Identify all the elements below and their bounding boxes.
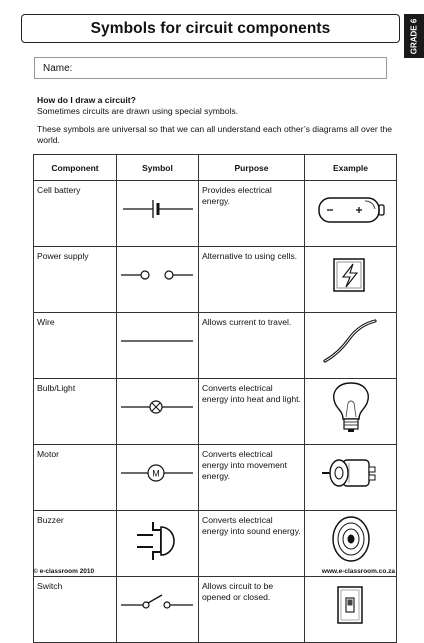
component-name: Motor	[34, 445, 117, 511]
table-row	[34, 247, 397, 313]
component-name: Power supply	[34, 247, 117, 313]
motor-example-cell	[305, 445, 397, 511]
name-field[interactable]	[34, 57, 387, 79]
buzzer-symbol-icon	[117, 511, 199, 568]
speaker-icon	[305, 511, 397, 568]
footer-website[interactable]: www.e-classroom.co.za	[321, 568, 395, 575]
wire-symbol-icon	[117, 313, 199, 370]
table-row	[34, 379, 397, 445]
component-purpose: Converts electrical energy into heat and light.	[199, 379, 305, 445]
motor-icon	[305, 445, 397, 502]
motor-symbol-icon	[117, 445, 199, 502]
power-supply-symbol-cell	[117, 247, 199, 313]
intro-line-1: Sometimes circuits are drawn using special symbols.	[37, 106, 239, 116]
wire-icon	[305, 313, 397, 370]
battery-icon	[305, 181, 397, 238]
component-purpose: Provides electrical energy.	[199, 181, 305, 247]
bulb-symbol-icon	[117, 379, 199, 436]
power-supply-symbol-icon	[117, 247, 199, 304]
cell-battery-symbol-cell	[117, 181, 199, 247]
component-purpose: Alternative to using cells.	[199, 247, 305, 313]
bulb-symbol-cell	[117, 379, 199, 445]
switch-example-cell	[305, 577, 397, 643]
table-row	[34, 181, 397, 247]
buzzer-example-cell	[305, 511, 397, 577]
header-symbol: Symbol	[117, 155, 199, 181]
light-bulb-icon	[305, 379, 397, 436]
buzzer-symbol-cell	[117, 511, 199, 577]
component-purpose: Converts electrical energy into sound energy.	[199, 511, 305, 577]
header-component: Component	[34, 155, 117, 181]
motor-symbol-letter: M	[152, 468, 160, 479]
cell-battery-symbol-icon	[117, 181, 199, 238]
table-row	[34, 313, 397, 379]
component-name: Wire	[34, 313, 117, 379]
footer-copyright: © e-classroom 2010	[33, 568, 95, 575]
component-purpose: Converts electrical energy into movement energy.	[199, 445, 305, 511]
switch-symbol-icon	[117, 577, 199, 634]
page-title: Symbols for circuit components	[90, 19, 331, 37]
motor-symbol-cell	[117, 445, 199, 511]
component-name: Cell battery	[34, 181, 117, 247]
wire-example-cell	[305, 313, 397, 379]
light-switch-icon	[305, 577, 397, 634]
header-purpose: Purpose	[199, 155, 305, 181]
component-purpose: Allows current to travel.	[199, 313, 305, 379]
header-example: Example	[305, 155, 397, 181]
intro-section	[37, 95, 397, 146]
bulb-example-cell	[305, 379, 397, 445]
grade-tab	[404, 14, 424, 58]
component-name: Bulb/Light	[34, 379, 117, 445]
power-socket-lightning-icon	[305, 247, 397, 304]
title-box	[21, 14, 400, 43]
wire-symbol-cell	[117, 313, 199, 379]
table-row	[34, 577, 397, 643]
component-name: Buzzer	[34, 511, 117, 577]
battery-example-cell	[305, 181, 397, 247]
table-row	[34, 511, 397, 577]
switch-symbol-cell	[117, 577, 199, 643]
intro-question: How do I draw a circuit?	[37, 95, 136, 105]
table-header-row	[34, 155, 397, 181]
intro-line-2: These symbols are universal so that we can all understand each other’s diagrams all over the world.	[37, 124, 393, 145]
name-field-label: Name:	[43, 62, 73, 74]
grade-label: GRADE 6	[409, 18, 419, 54]
power-supply-example-cell	[305, 247, 397, 313]
table-row	[34, 445, 397, 511]
component-purpose: Allows circuit to be opened or closed.	[199, 577, 305, 643]
component-name: Switch	[34, 577, 117, 643]
